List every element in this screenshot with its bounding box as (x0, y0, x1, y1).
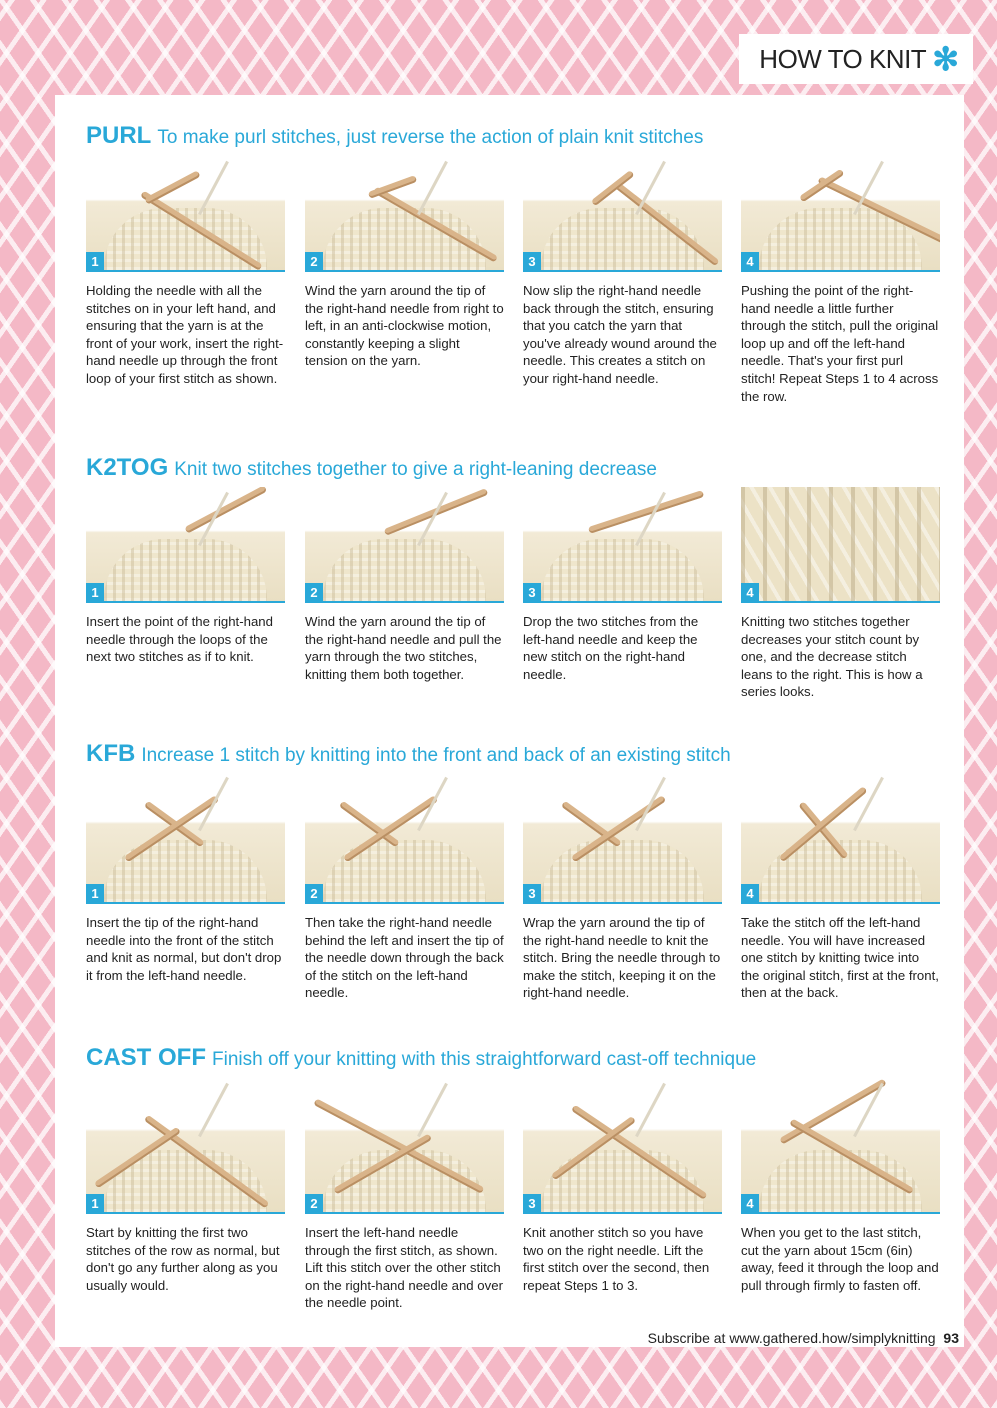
step-photo (86, 156, 285, 272)
step-number: 2 (305, 1194, 323, 1212)
step-number: 2 (305, 583, 323, 601)
step-number: 3 (523, 1194, 541, 1212)
step-photo (305, 487, 504, 603)
section-heading (86, 454, 946, 484)
section-kfb (86, 740, 946, 1001)
step-photo (523, 1078, 722, 1214)
step-caption: Pushing the point of the right-hand needle a little further through the stitch, pull the original loop up and off the left-hand needle. That's your first purl stitch! Repeat Steps 1 to 4 across the row. (741, 283, 939, 404)
step-1 (86, 156, 286, 388)
step-number: 3 (523, 583, 541, 601)
step-number: 4 (741, 252, 759, 270)
step-photo (741, 487, 940, 603)
step-2 (305, 487, 505, 683)
step-number: 1 (86, 252, 104, 270)
step-photo (741, 1078, 940, 1214)
subscribe-link[interactable]: Subscribe at www.gathered.how/simplyknitting (647, 1330, 936, 1346)
step-caption: Wrap the yarn around the tip of the right-hand needle to knit the stitch. Bring the needle through to make the stitch, keeping it on the right-hand needle. (523, 915, 721, 1001)
section-cast-off (86, 1044, 946, 1311)
steps-row (86, 772, 946, 1072)
section-key: CAST OFF (86, 1044, 206, 1071)
section-description: Finish off your knitting with this straightforward cast-off technique (212, 1049, 757, 1070)
section-key: PURL (86, 122, 152, 149)
step-caption: Start by knitting the first two stitches of the row as normal, but don't go any further along as you usually would. (86, 1225, 280, 1293)
step-4 (741, 772, 941, 1002)
step-caption: Now slip the right-hand needle back through the stitch, ensuring that you catch the yarn that you've already wound around the needle. This creates a stitch on your right-hand needle. (523, 283, 717, 386)
step-caption: Knit another stitch so you have two on the right needle. Lift the first stitch over the second, then repeat Steps 1 to 3. (523, 1225, 710, 1293)
step-caption: Insert the point of the right-hand needle through the loops of the next two stitches as if to knit. (86, 614, 273, 665)
step-caption: Knitting two stitches together decreases your stitch count by one, and the decrease stitch leans to the right. This is how a series looks. (741, 614, 923, 700)
step-photo (305, 156, 504, 272)
step-photo (523, 156, 722, 272)
step-number: 2 (305, 252, 323, 270)
step-2 (305, 156, 505, 370)
step-2 (305, 1078, 505, 1312)
step-photo (86, 772, 285, 904)
step-photo (305, 1078, 504, 1214)
step-number: 3 (523, 252, 541, 270)
step-number: 1 (86, 1194, 104, 1212)
page-title: HOW TO KNIT (759, 43, 927, 74)
section-key: KFB (86, 740, 136, 767)
section-k2tog (86, 454, 946, 700)
section-heading (86, 1044, 946, 1074)
step-number: 4 (741, 884, 759, 902)
section-description: To make purl stitches, just reverse the action of plain knit stitches (157, 127, 704, 148)
step-caption: Drop the two stitches from the left-hand needle and keep the new stitch on the right-hand needle. (523, 614, 699, 682)
page-footer (648, 1330, 959, 1346)
section-purl (86, 122, 946, 404)
step-photo (86, 487, 285, 603)
step-number: 1 (86, 583, 104, 601)
step-caption: When you get to the last stitch, cut the yarn about 15cm (6in) away, feed it through the loop and pull through firmly to fasten off. (741, 1225, 939, 1293)
section-key: K2TOG (86, 454, 169, 481)
step-number: 1 (86, 884, 104, 902)
step-3 (523, 487, 723, 683)
step-3 (523, 1078, 723, 1294)
section-heading (86, 122, 946, 152)
step-number: 4 (741, 583, 759, 601)
section-description: Increase 1 stitch by knitting into the front and back of an existing stitch (141, 745, 731, 766)
step-caption: Insert the left-hand needle through the first stitch, as shown. Lift this stitch over the other stitch on the right-hand needle and over the needle point. (305, 1225, 503, 1311)
step-photo (523, 772, 722, 904)
step-2 (305, 772, 505, 1002)
step-1 (86, 487, 286, 666)
step-3 (523, 772, 723, 1002)
step-4 (741, 1078, 941, 1294)
section-description: Knit two stitches together to give a right-leaning decrease (174, 459, 657, 480)
step-photo (523, 487, 722, 603)
step-caption: Insert the tip of the right-hand needle into the front of the stitch and knit as normal, but don't drop it from the left-hand needle. (86, 915, 282, 983)
step-photo (741, 156, 940, 272)
step-number: 3 (523, 884, 541, 902)
step-1 (86, 1078, 286, 1294)
step-caption: Wind the yarn around the tip of the right-hand needle and pull the yarn through the two stitches, knitting them both together. (305, 614, 502, 682)
step-3 (523, 156, 723, 388)
step-photo (741, 772, 940, 904)
step-1 (86, 772, 286, 984)
step-number: 4 (741, 1194, 759, 1212)
step-caption: Take the stitch off the left-hand needle. You will have increased one stitch by knitting twice into the original stitch, first at the front, then at the back. (741, 915, 939, 1001)
step-4 (741, 487, 941, 701)
step-caption: Then take the right-hand needle behind the left and insert the tip of the needle down through the back of the stitch on the left-hand needle. (305, 915, 504, 1001)
step-photo (86, 1078, 285, 1214)
page-number: 93 (943, 1330, 959, 1346)
step-caption: Wind the yarn around the tip of the right-hand needle from right to left, in an anti-clockwise motion, constantly keeping a slight tension on the yarn. (305, 283, 504, 369)
step-number: 2 (305, 884, 323, 902)
section-heading (86, 740, 946, 770)
header-tab (739, 34, 973, 84)
step-4 (741, 156, 941, 405)
step-photo (305, 772, 504, 904)
step-caption: Holding the needle with all the stitches on in your left hand, and ensuring that the yarn is at the front of your work, insert the right-hand needle up through the front loop of your first stitch as shown. (86, 283, 284, 386)
asterisk-icon: ✻ (932, 41, 959, 77)
steps-row (86, 156, 946, 456)
